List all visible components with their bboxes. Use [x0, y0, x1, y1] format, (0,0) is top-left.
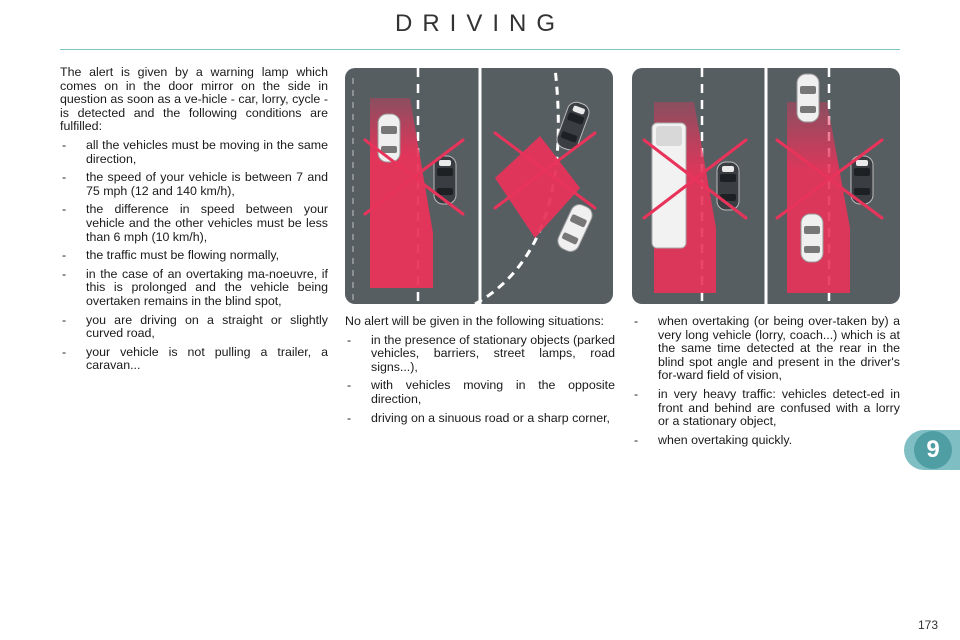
left-column: [60, 66, 328, 378]
own-car-icon: [434, 156, 456, 204]
list-item: - with vehicles moving in the opposite direction,: [345, 379, 615, 406]
list-item: - all the vehicles must be moving in the same direction,: [60, 139, 328, 166]
list-item: - in the presence of stationary objects (parked vehicles, barriers, street lamps, road signs...),: [345, 334, 615, 375]
car-icon: [801, 214, 823, 262]
page-title: DRIVING: [394, 10, 565, 37]
list-item: - when overtaking quickly.: [632, 434, 900, 448]
middle-intro: No alert will be given in the following situations:: [345, 314, 604, 328]
chapter-tab[interactable]: [904, 430, 960, 470]
blind-spot-zone: [787, 102, 850, 293]
header-rule: [60, 49, 900, 50]
own-car-icon: [554, 100, 591, 153]
list-item: - in very heavy traffic: vehicles detect-ed in front and behind are confused with a lorry or a stationary object,: [632, 388, 900, 429]
no-alert-list-continued: [632, 315, 900, 447]
list-item: - the speed of your vehicle is between 7 and 75 mph (12 and 140 km/h),: [60, 171, 328, 198]
list-item: - the difference in speed between your vehicle and the other vehicles must be less than 6 mph (10 km/h),: [60, 203, 328, 244]
list-item: - when overtaking (or being over-taken by) a very long vehicle (lorry, coach...) which is at the same time detected at the rear in the blind spot angle and present in the driver's for-ward field of vision,: [632, 315, 900, 383]
list-item: - you are driving on a straight or slightly curved road,: [60, 314, 328, 341]
illustration-straight-and-curve: [345, 68, 613, 304]
illustration-long-vehicle-heavy-traffic: [632, 68, 900, 304]
road-diagram-2: [632, 68, 900, 304]
no-alert-list: [345, 334, 615, 426]
chapter-number: 9: [914, 431, 952, 469]
car-icon: [555, 202, 595, 255]
list-item: - the traffic must be flowing normally,: [60, 249, 328, 263]
road-diagram-1: [345, 68, 613, 304]
left-intro: The alert is given by a warning lamp which comes on in the door mirror on the side in question as soon as a ve-hicle - car, lorry, cycle - is detected and the following conditions are fulfilled:: [60, 65, 328, 134]
right-column: [632, 315, 900, 452]
list-item: - driving on a sinuous road or a sharp corner,: [345, 412, 615, 426]
middle-column: [345, 315, 615, 430]
list-item: - in the case of an overtaking ma-noeuvre, if this is prolonged and the vehicle being overtaken remains in the blind spot,: [60, 268, 328, 309]
list-item: - your vehicle is not pulling a trailer, a caravan...: [60, 346, 328, 373]
car-icon: [797, 74, 819, 122]
left-condition-list: [60, 139, 328, 373]
car-icon: [378, 114, 400, 162]
page-number: 173: [917, 618, 938, 632]
